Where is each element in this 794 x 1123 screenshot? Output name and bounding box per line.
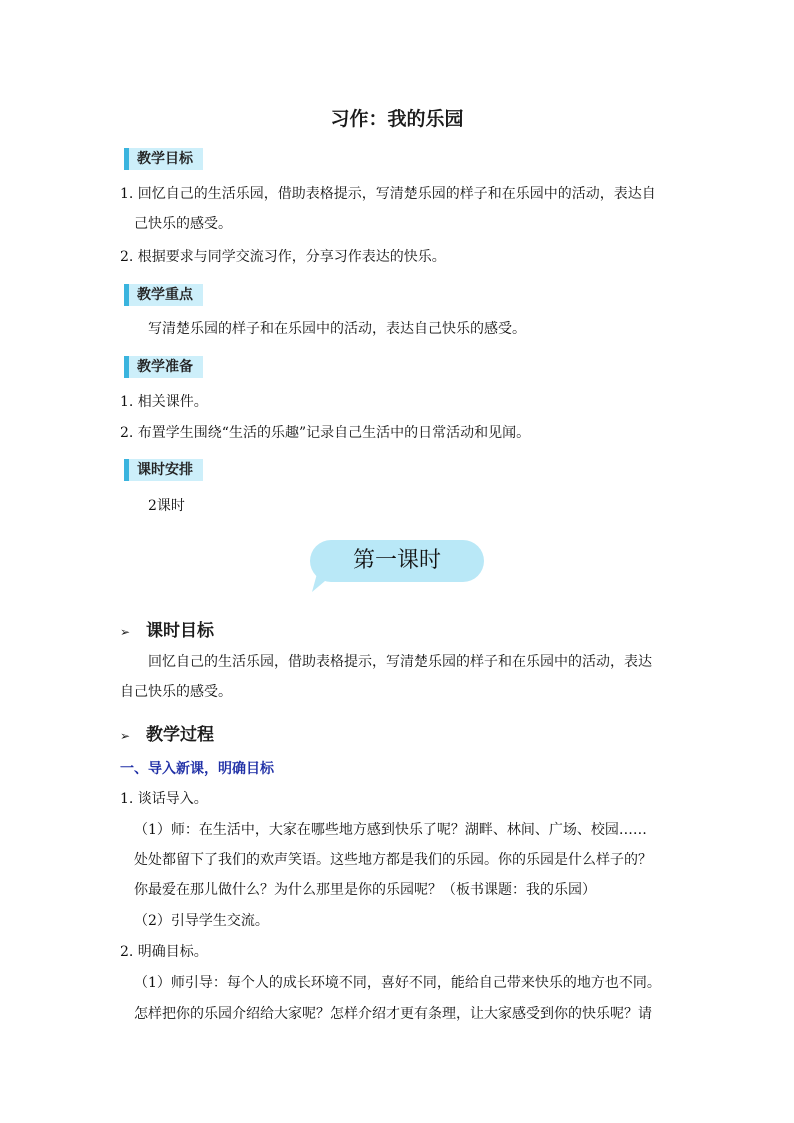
preparation-item-2: 2. 布置学生围绕“生活的乐趣”记录自己生活中的日常活动和见闻。 (120, 425, 531, 441)
schedule-text: 2课时 (148, 498, 185, 514)
lesson-goal-heading-text: 课时目标 (146, 621, 214, 641)
section-tag-goals: 教学目标 (124, 148, 203, 170)
lesson-goal-line-2: 自己快乐的感受。 (120, 684, 232, 700)
lesson-goal-line-1: 回忆自己的生活乐园，借助表格提示，写清楚乐园的样子和在乐园中的活动，表达 (148, 654, 652, 670)
process-step-1-para-1-line-2: 处处都留下了我们的欢声笑语。这些地方都是我们的乐园。你的乐园是什么样子的？ (134, 852, 652, 868)
process-step-1-para-2: （2）引导学生交流。 (134, 913, 269, 929)
process-step-2: 2. 明确目标。 (120, 944, 208, 960)
section-tag-preparation: 教学准备 (124, 356, 203, 378)
lesson-badge-label: 第一课时 (310, 540, 484, 582)
process-step-1: 1. 谈话导入。 (120, 791, 208, 807)
preparation-item-1: 1. 相关课件。 (120, 394, 208, 410)
page-title: 习作：我的乐园 (330, 108, 464, 130)
lesson-goal-heading (120, 616, 214, 641)
section-tag-key-points: 教学重点 (124, 284, 203, 306)
process-heading-text: 教学过程 (146, 725, 214, 745)
arrow-bullet-icon: ➢ (120, 729, 131, 743)
lesson-badge (310, 540, 486, 596)
process-step-2-para-1-line-2: 怎样把你的乐园介绍给大家呢？怎样介绍才更有条理，让大家感受到你的快乐呢？请 (134, 1006, 652, 1022)
process-step-2-para-1-line-1: （1）师引导：每个人的成长环境不同，喜好不同，能给自己带来快乐的地方也不同。 (134, 975, 661, 991)
goal-item-1-line-2: 己快乐的感受。 (134, 216, 232, 232)
goal-item-2: 2. 根据要求与同学交流习作，分享习作表达的快乐。 (120, 249, 446, 265)
process-step-1-para-1-line-1: （1）师：在生活中，大家在哪些地方感到快乐了呢？湖畔、林间、广场、校园…… (134, 822, 647, 838)
section-tag-schedule: 课时安排 (124, 459, 203, 481)
process-step-1-para-1-line-3: 你最爱在那儿做什么？为什么那里是你的乐园呢？（板书课题：我的乐园） (134, 882, 596, 898)
arrow-bullet-icon: ➢ (120, 625, 131, 639)
process-heading (120, 720, 214, 745)
key-points-text: 写清楚乐园的样子和在乐园中的活动，表达自己快乐的感受。 (148, 321, 526, 337)
goal-item-1-line-1: 1. 回忆自己的生活乐园，借助表格提示，写清楚乐园的样子和在乐园中的活动，表达自 (120, 186, 656, 202)
process-part-1-heading: 一、导入新课，明确目标 (120, 761, 274, 777)
